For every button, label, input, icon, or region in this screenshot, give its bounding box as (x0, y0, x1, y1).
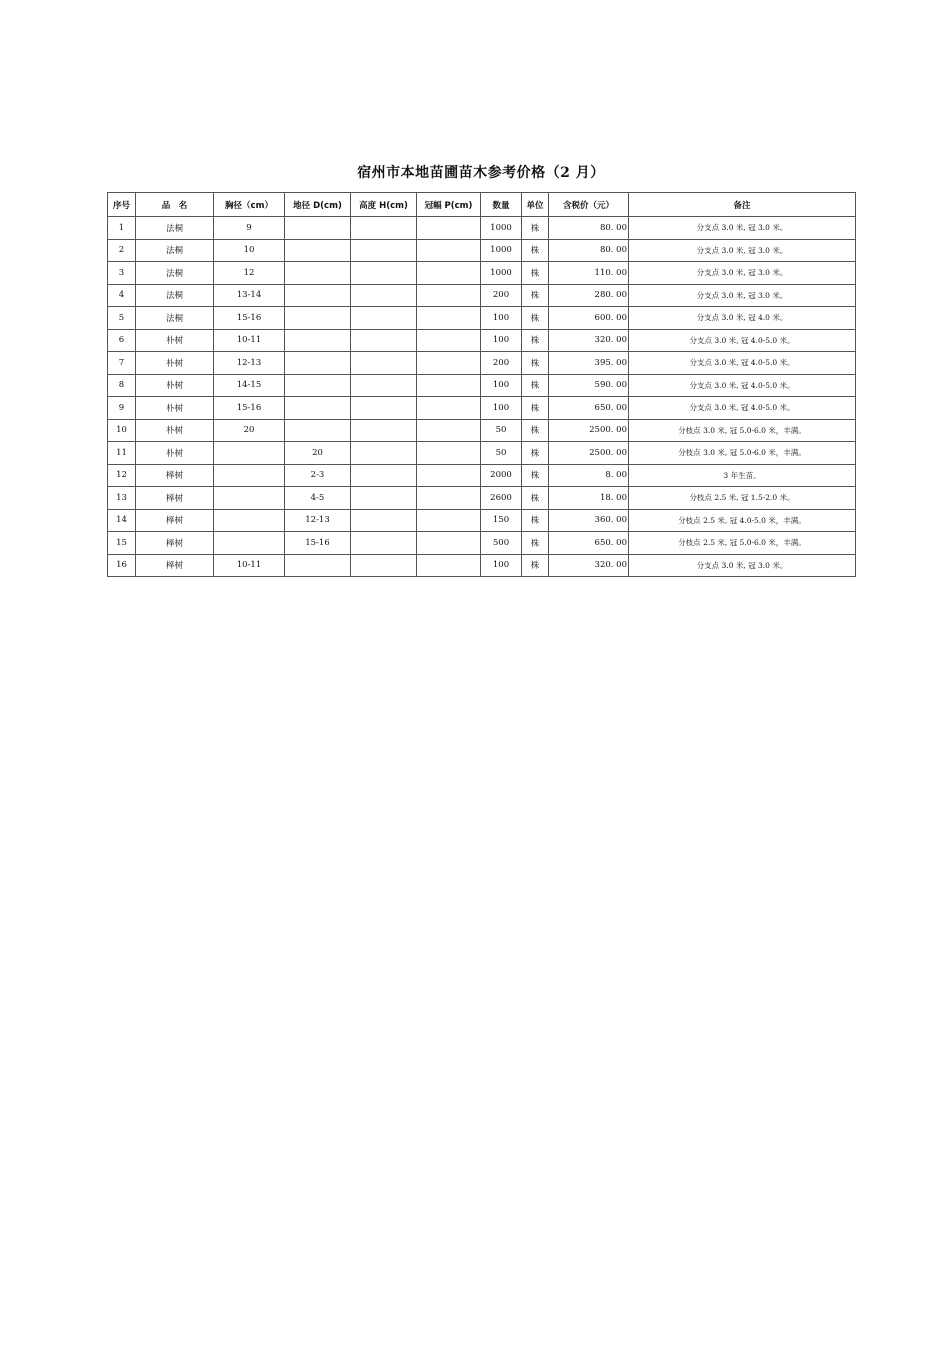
cell-remark: 分支点 3.0 米, 冠 3.0 米。 (629, 217, 856, 240)
cell-name: 朴树 (136, 442, 214, 465)
cell-dbh: 10 (214, 239, 285, 262)
cell-quantity: 2600 (481, 487, 522, 510)
header-remark: 备注 (629, 193, 856, 217)
cell-ground-diameter (285, 262, 351, 285)
cell-height (351, 374, 417, 397)
cell-unit: 株 (522, 464, 549, 487)
cell-unit: 株 (522, 509, 549, 532)
cell-crown (417, 419, 481, 442)
cell-height (351, 262, 417, 285)
table-body (108, 217, 856, 577)
cell-no: 16 (108, 554, 136, 577)
cell-unit: 株 (522, 397, 549, 420)
cell-name: 法桐 (136, 217, 214, 240)
cell-price: 280. 00 (549, 284, 629, 307)
cell-quantity: 500 (481, 532, 522, 555)
cell-crown (417, 397, 481, 420)
cell-price: 80. 00 (549, 239, 629, 262)
cell-remark: 分支点 3.0 米, 冠 4.0-5.0 米。 (629, 374, 856, 397)
cell-price: 110. 00 (549, 262, 629, 285)
cell-price: 80. 00 (549, 217, 629, 240)
cell-ground-diameter: 4-5 (285, 487, 351, 510)
cell-name: 朴树 (136, 397, 214, 420)
cell-crown (417, 554, 481, 577)
price-table (107, 192, 856, 577)
cell-price: 600. 00 (549, 307, 629, 330)
cell-unit: 株 (522, 329, 549, 352)
cell-unit: 株 (522, 532, 549, 555)
cell-quantity: 50 (481, 419, 522, 442)
cell-no: 1 (108, 217, 136, 240)
cell-crown (417, 532, 481, 555)
cell-price: 320. 00 (549, 554, 629, 577)
cell-height (351, 509, 417, 532)
cell-remark: 分支点 3.0 米, 冠 4.0 米。 (629, 307, 856, 330)
cell-crown (417, 307, 481, 330)
cell-unit: 株 (522, 554, 549, 577)
header-ground-diameter: 地径 D(cm) (285, 193, 351, 217)
cell-remark: 分支点 3.0 米, 冠 3.0 米。 (629, 284, 856, 307)
cell-dbh: 12-13 (214, 352, 285, 375)
cell-price: 2500. 00 (549, 419, 629, 442)
cell-height (351, 532, 417, 555)
cell-quantity: 2000 (481, 464, 522, 487)
cell-remark: 分支点 3.0 米, 冠 4.0-5.0 米。 (629, 329, 856, 352)
cell-name: 法桐 (136, 239, 214, 262)
table-row (108, 487, 856, 510)
header-height: 高度 H(cm) (351, 193, 417, 217)
cell-no: 9 (108, 397, 136, 420)
cell-remark: 分支点 3.0 米, 冠 4.0-5.0 米。 (629, 352, 856, 375)
cell-name: 朴树 (136, 419, 214, 442)
cell-remark: 分枝点 2.5 米, 冠 1.5-2.0 米。 (629, 487, 856, 510)
cell-height (351, 307, 417, 330)
cell-crown (417, 329, 481, 352)
table-row (108, 554, 856, 577)
header-price: 含税价（元） (549, 193, 629, 217)
cell-remark: 分枝点 2.5 米, 冠 4.0-5.0 米，丰满。 (629, 509, 856, 532)
cell-price: 8. 00 (549, 464, 629, 487)
cell-remark: 分枝点 3.0 米, 冠 5.0-6.0 米，丰满。 (629, 419, 856, 442)
cell-quantity: 150 (481, 509, 522, 532)
cell-ground-diameter (285, 554, 351, 577)
cell-remark: 分支点 3.0 米, 冠 3.0 米。 (629, 554, 856, 577)
cell-price: 360. 00 (549, 509, 629, 532)
cell-crown (417, 442, 481, 465)
cell-unit: 株 (522, 442, 549, 465)
cell-unit: 株 (522, 307, 549, 330)
cell-name: 榉树 (136, 464, 214, 487)
cell-ground-diameter (285, 374, 351, 397)
cell-dbh (214, 464, 285, 487)
cell-no: 12 (108, 464, 136, 487)
cell-crown (417, 217, 481, 240)
cell-quantity: 100 (481, 397, 522, 420)
cell-remark: 分支点 3.0 米, 冠 4.0-5.0 米。 (629, 397, 856, 420)
cell-dbh: 13-14 (214, 284, 285, 307)
cell-ground-diameter (285, 307, 351, 330)
cell-quantity: 50 (481, 442, 522, 465)
table-row (108, 464, 856, 487)
header-quantity: 数量 (481, 193, 522, 217)
cell-remark: 3 年生苗。 (629, 464, 856, 487)
cell-remark: 分支点 3.0 米, 冠 3.0 米。 (629, 262, 856, 285)
header-crown: 冠幅 P(cm) (417, 193, 481, 217)
table-row (108, 352, 856, 375)
cell-dbh: 15-16 (214, 397, 285, 420)
cell-dbh: 10-11 (214, 329, 285, 352)
cell-dbh: 20 (214, 419, 285, 442)
table-row (108, 262, 856, 285)
cell-dbh: 9 (214, 217, 285, 240)
cell-unit: 株 (522, 419, 549, 442)
cell-ground-diameter (285, 329, 351, 352)
cell-dbh (214, 442, 285, 465)
cell-height (351, 352, 417, 375)
table-row (108, 329, 856, 352)
header-no: 序号 (108, 193, 136, 217)
cell-no: 2 (108, 239, 136, 262)
cell-name: 榉树 (136, 509, 214, 532)
cell-crown (417, 487, 481, 510)
cell-quantity: 100 (481, 307, 522, 330)
cell-quantity: 1000 (481, 217, 522, 240)
cell-no: 4 (108, 284, 136, 307)
cell-remark: 分枝点 2.5 米, 冠 5.0-6.0 米，丰满。 (629, 532, 856, 555)
cell-ground-diameter: 20 (285, 442, 351, 465)
cell-unit: 株 (522, 262, 549, 285)
table-row (108, 532, 856, 555)
cell-ground-diameter (285, 239, 351, 262)
cell-crown (417, 262, 481, 285)
cell-price: 18. 00 (549, 487, 629, 510)
cell-height (351, 464, 417, 487)
cell-unit: 株 (522, 284, 549, 307)
cell-no: 7 (108, 352, 136, 375)
cell-no: 13 (108, 487, 136, 510)
cell-quantity: 100 (481, 329, 522, 352)
table-row (108, 397, 856, 420)
cell-no: 10 (108, 419, 136, 442)
cell-price: 650. 00 (549, 397, 629, 420)
cell-name: 榉树 (136, 532, 214, 555)
cell-height (351, 284, 417, 307)
cell-remark: 分枝点 3.0 米, 冠 5.0-6.0 米，丰满。 (629, 442, 856, 465)
cell-crown (417, 464, 481, 487)
header-dbh: 胸径（cm） (214, 193, 285, 217)
cell-price: 590. 00 (549, 374, 629, 397)
cell-ground-diameter: 12-13 (285, 509, 351, 532)
cell-ground-diameter: 2-3 (285, 464, 351, 487)
cell-quantity: 100 (481, 554, 522, 577)
table-row (108, 239, 856, 262)
cell-height (351, 397, 417, 420)
cell-crown (417, 374, 481, 397)
cell-no: 3 (108, 262, 136, 285)
cell-name: 法桐 (136, 284, 214, 307)
table-row (108, 509, 856, 532)
cell-name: 朴树 (136, 329, 214, 352)
cell-ground-diameter (285, 419, 351, 442)
cell-crown (417, 284, 481, 307)
cell-name: 榉树 (136, 554, 214, 577)
cell-quantity: 1000 (481, 239, 522, 262)
cell-quantity: 100 (481, 374, 522, 397)
cell-dbh: 15-16 (214, 307, 285, 330)
table-row (108, 419, 856, 442)
cell-height (351, 329, 417, 352)
cell-height (351, 419, 417, 442)
cell-no: 6 (108, 329, 136, 352)
cell-ground-diameter (285, 217, 351, 240)
cell-ground-diameter (285, 397, 351, 420)
cell-name: 榉树 (136, 487, 214, 510)
cell-name: 朴树 (136, 352, 214, 375)
header-unit: 单位 (522, 193, 549, 217)
cell-unit: 株 (522, 239, 549, 262)
cell-name: 法桐 (136, 262, 214, 285)
cell-price: 650. 00 (549, 532, 629, 555)
cell-price: 395. 00 (549, 352, 629, 375)
cell-dbh (214, 509, 285, 532)
cell-height (351, 217, 417, 240)
cell-dbh (214, 532, 285, 555)
cell-dbh: 10-11 (214, 554, 285, 577)
cell-price: 320. 00 (549, 329, 629, 352)
cell-price: 2500. 00 (549, 442, 629, 465)
table-header-row (108, 193, 856, 217)
cell-remark: 分支点 3.0 米, 冠 3.0 米。 (629, 239, 856, 262)
cell-unit: 株 (522, 352, 549, 375)
cell-no: 11 (108, 442, 136, 465)
cell-dbh: 14-15 (214, 374, 285, 397)
cell-no: 14 (108, 509, 136, 532)
cell-dbh: 12 (214, 262, 285, 285)
cell-quantity: 1000 (481, 262, 522, 285)
table-row (108, 307, 856, 330)
cell-no: 5 (108, 307, 136, 330)
table-row (108, 217, 856, 240)
cell-crown (417, 239, 481, 262)
cell-name: 法桐 (136, 307, 214, 330)
table-row (108, 284, 856, 307)
table-row (108, 442, 856, 465)
cell-dbh (214, 487, 285, 510)
cell-ground-diameter: 15-16 (285, 532, 351, 555)
page-title: 宿州市本地苗圃苗木参考价格（2 月） (357, 165, 605, 181)
cell-unit: 株 (522, 487, 549, 510)
cell-crown (417, 352, 481, 375)
cell-no: 8 (108, 374, 136, 397)
cell-height (351, 239, 417, 262)
cell-unit: 株 (522, 217, 549, 240)
cell-height (351, 554, 417, 577)
cell-crown (417, 509, 481, 532)
cell-quantity: 200 (481, 352, 522, 375)
cell-ground-diameter (285, 352, 351, 375)
cell-quantity: 200 (481, 284, 522, 307)
cell-height (351, 442, 417, 465)
cell-no: 15 (108, 532, 136, 555)
header-name: 品 名 (136, 193, 214, 217)
cell-unit: 株 (522, 374, 549, 397)
cell-ground-diameter (285, 284, 351, 307)
cell-name: 朴树 (136, 374, 214, 397)
cell-height (351, 487, 417, 510)
table-row (108, 374, 856, 397)
